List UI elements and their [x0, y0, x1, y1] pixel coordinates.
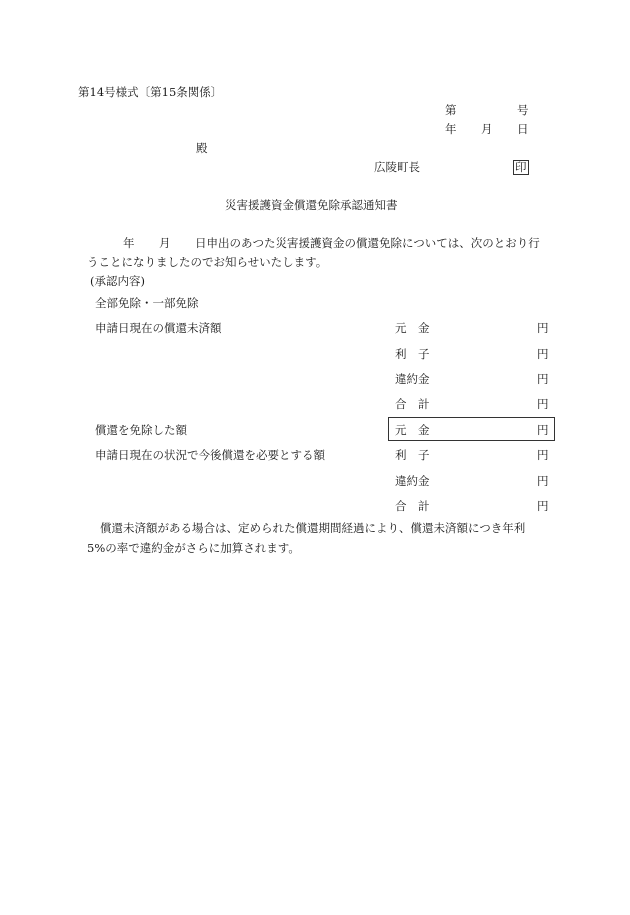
outstanding-total-label: 合 計 — [395, 397, 430, 411]
document-number-label: 第 — [445, 103, 457, 117]
date-day-label: 日 — [517, 122, 529, 136]
intro-line-1: 日申出のあつた災害援護資金の償還免除については、次のとおり行 — [195, 236, 540, 250]
exempted-amount-label: 償還を免除した額 — [95, 423, 187, 437]
document-title: 災害援護資金償還免除承認通知書 — [225, 198, 398, 212]
addressee-suffix: 殿 — [196, 141, 208, 155]
note-line-1: 償還未済額がある場合は、定められた償還期間経過により、償還未済額につき年利 — [100, 521, 526, 535]
seal-mark — [513, 159, 529, 175]
future-interest-yen: 円 — [537, 448, 549, 462]
seal-box: 印 — [515, 160, 527, 174]
outstanding-penalty-label: 違約金 — [395, 372, 430, 386]
outstanding-principal-yen: 円 — [537, 321, 549, 335]
outstanding-amount-label: 申請日現在の償還未済額 — [95, 321, 222, 335]
outstanding-penalty-yen: 円 — [537, 372, 549, 386]
outstanding-principal-label: 元 金 — [395, 321, 430, 335]
future-total-yen: 円 — [537, 499, 549, 513]
future-penalty-label: 違約金 — [395, 474, 430, 488]
outstanding-total-yen: 円 — [537, 397, 549, 411]
document-number-suffix: 号 — [517, 103, 529, 117]
outstanding-interest-yen: 円 — [537, 347, 549, 361]
date-year-label: 年 — [445, 122, 457, 136]
future-repayment-label: 申請日現在の状況で今後償還を必要とする額 — [95, 448, 325, 462]
sender-name: 広陵町長 — [374, 160, 420, 174]
future-total-label: 合 計 — [395, 499, 430, 513]
approval-type: 全部免除・一部免除 — [95, 296, 199, 310]
approval-heading: (承認内容) — [90, 274, 145, 288]
form-number: 第14号様式〔第15条関係〕 — [78, 85, 223, 99]
exempted-principal-label: 元 金 — [395, 423, 430, 437]
outstanding-interest-label: 利 子 — [395, 347, 430, 361]
exempted-principal-yen: 円 — [537, 423, 549, 437]
future-interest-label: 利 子 — [395, 448, 430, 462]
intro-line-2: うことになりましたのでお知らせいたします。 — [87, 255, 328, 269]
note-line-2: 5%の率で違約金がさらに加算されます。 — [87, 541, 300, 555]
intro-year-label: 年 — [123, 236, 135, 250]
future-penalty-yen: 円 — [537, 474, 549, 488]
date-month-label: 月 — [481, 122, 493, 136]
intro-month-label: 月 — [159, 236, 171, 250]
